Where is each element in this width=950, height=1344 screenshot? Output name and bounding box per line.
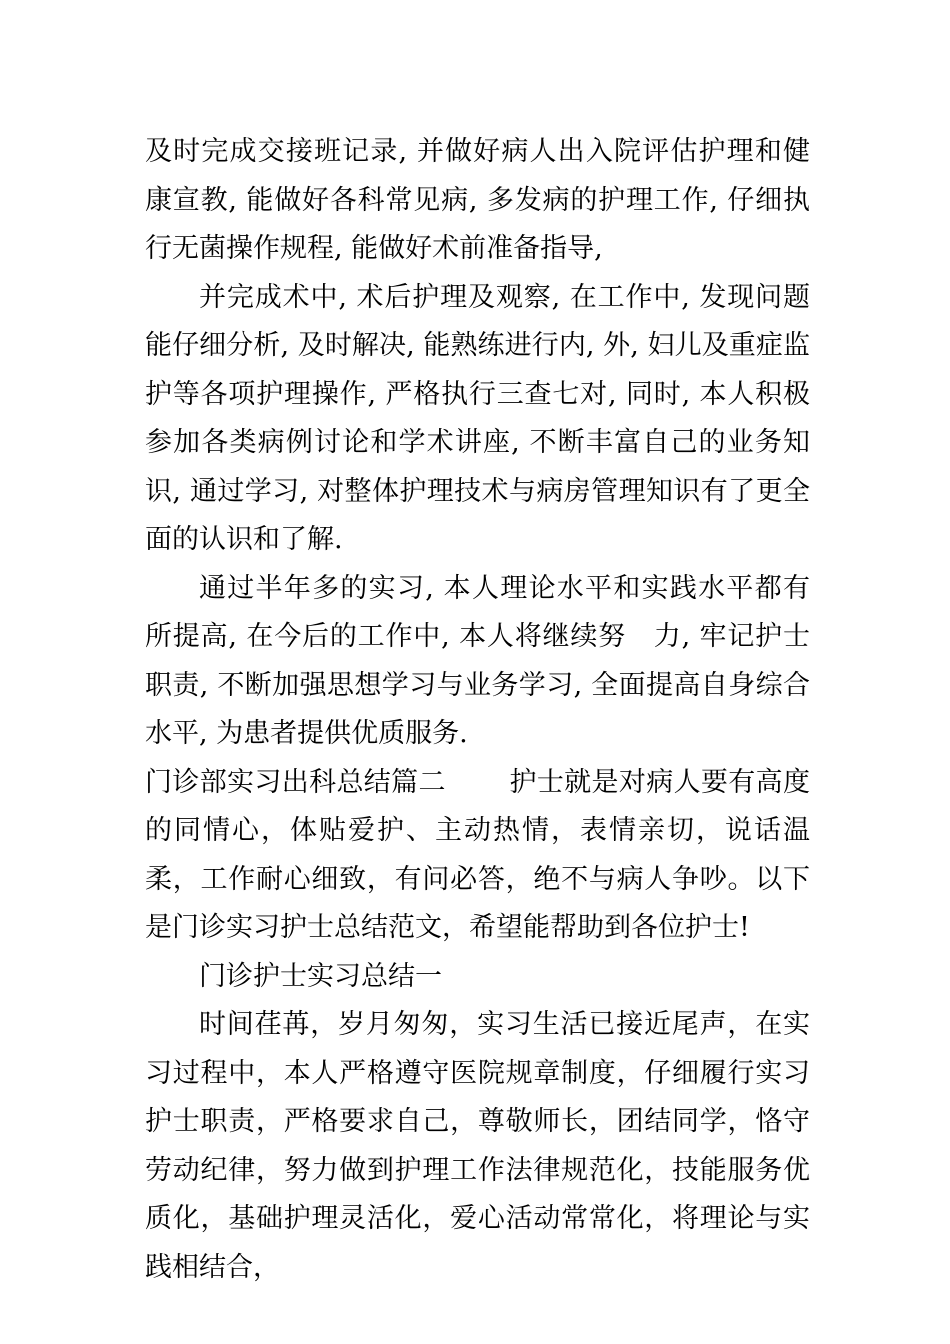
paragraph-time-flies: 时间荏苒，岁月匆匆，实习生活已接近尾声，在实习过程中，本人严格遵守医院规章制度，仔细履行实习护士职责，严格要求自己，尊敬师长，团结同学，恪守劳动纪律，努力做到护理工作法律规范化，技能服务优质化，基础护理灵活化，爱心活动常常化，将理论与实践相结合， — [145, 1009, 810, 1283]
document-body — [145, 128, 810, 1292]
paragraph-half-year-internship: 通过半年多的实习, 本人理论水平和实践水平都有所提高, 在今后的工作中, 本人将继续努 力, 牢记护士职责, 不断加强思想学习与业务学习, 全面提高自身综合水平, 为患者提供优质服务. — [145, 572, 810, 749]
section-heading-outpatient-summary-one: 门诊护士实习总结一 — [199, 960, 442, 992]
paragraph-surgery-care: 并完成术中, 术后护理及观察, 在工作中, 发现问题能仔细分析, 及时解决, 能熟练进行内, 外, 妇儿及重症监护等各项护理操作, 严格执行三查七对, 同时, 本人积极参加各类病例讨论和学术讲座, 不断丰富自己的业务知识, 通过学习, 对整体护理技术与病房管理知识有了更全面的认识和了解. — [145, 281, 810, 555]
paragraph-handover-records: 及时完成交接班记录, 并做好病人出入院评估护理和健康宣教, 能做好各科常见病, 多发病的护理工作, 仔细执行无菌操作规程, 能做好术前准备指导, — [145, 136, 810, 264]
paragraph-outpatient-summary-part-two: 门诊部实习出科总结篇二 护士就是对病人要有高度的同情心，体贴爱护、主动热情，表情亲切，说话温柔，工作耐心细致，有问必答，绝不与病人争吵。以下是门诊实习护士总结范文，希望能帮助到各位护士! — [145, 766, 810, 943]
